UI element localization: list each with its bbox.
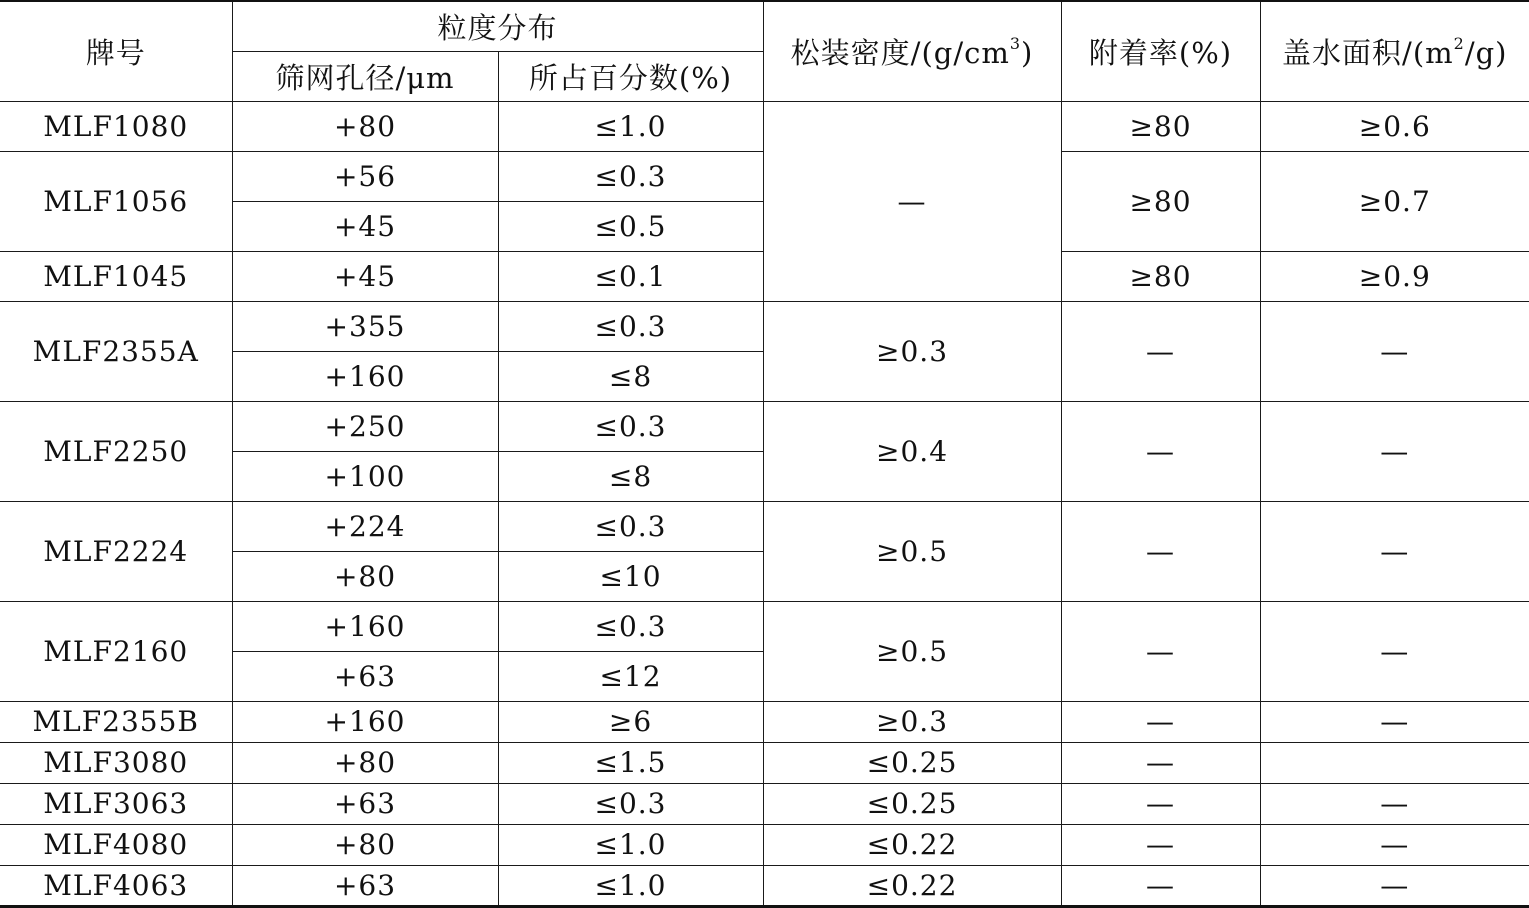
coverage-cell: — [1260, 865, 1529, 906]
coverage-cell: — [1260, 501, 1529, 601]
table-row [0, 401, 1529, 451]
coverage-cell [1260, 742, 1529, 783]
percent-cell: ≤8 [498, 351, 763, 401]
percent-cell: ≤12 [498, 651, 763, 701]
adhesion-cell: — [1061, 824, 1260, 865]
header-bulk-density [763, 1, 1061, 101]
sieve-cell: +160 [232, 351, 498, 401]
header-sieve-aperture: 筛网孔径/μm [232, 51, 498, 101]
coverage-cell: ≥0.7 [1260, 151, 1529, 251]
table-row [0, 601, 1529, 651]
grade-cell: MLF2160 [0, 601, 232, 701]
sieve-cell: +80 [232, 742, 498, 783]
header-adhesion-rate: 附着率(%) [1061, 1, 1260, 101]
grade-cell: MLF3080 [0, 742, 232, 783]
percent-cell: ≤0.5 [498, 201, 763, 251]
percent-cell: ≤10 [498, 551, 763, 601]
table-row [0, 742, 1529, 783]
percent-cell: ≤0.3 [498, 501, 763, 551]
grade-cell: MLF3063 [0, 783, 232, 824]
density-cell: ≥0.5 [763, 601, 1061, 701]
sieve-cell: +80 [232, 824, 498, 865]
sieve-cell: +160 [232, 601, 498, 651]
sieve-cell: +45 [232, 201, 498, 251]
coverage-cell: — [1260, 601, 1529, 701]
header-grade: 牌号 [0, 1, 232, 101]
density-cell: ≥0.3 [763, 701, 1061, 742]
density-cell: ≥0.5 [763, 501, 1061, 601]
grade-cell: MLF1056 [0, 151, 232, 251]
coverage-cell: ≥0.9 [1260, 251, 1529, 301]
adhesion-cell: — [1061, 401, 1260, 501]
adhesion-cell: — [1061, 301, 1260, 401]
coverage-cell: — [1260, 701, 1529, 742]
sieve-cell: +80 [232, 101, 498, 151]
sieve-cell: +63 [232, 783, 498, 824]
header-percentage: 所占百分数(%) [498, 51, 763, 101]
percent-cell: ≤1.0 [498, 865, 763, 906]
table-row [0, 101, 1529, 151]
header-row-1 [0, 1, 1529, 51]
percent-cell: ≤0.3 [498, 301, 763, 351]
percent-cell: ≤8 [498, 451, 763, 501]
sieve-cell: +355 [232, 301, 498, 351]
grade-cell: MLF4080 [0, 824, 232, 865]
adhesion-cell: — [1061, 865, 1260, 906]
header-density-suffix: ) [1021, 35, 1034, 70]
sieve-cell: +250 [232, 401, 498, 451]
density-cell: ≤0.22 [763, 824, 1061, 865]
percent-cell: ≤1.5 [498, 742, 763, 783]
adhesion-cell: — [1061, 701, 1260, 742]
grade-cell: MLF1080 [0, 101, 232, 151]
table-row [0, 783, 1529, 824]
sieve-cell: +160 [232, 701, 498, 742]
table-row [0, 501, 1529, 551]
sieve-cell: +63 [232, 865, 498, 906]
grade-cell: MLF2355A [0, 301, 232, 401]
adhesion-cell: ≥80 [1061, 151, 1260, 251]
grade-cell: MLF1045 [0, 251, 232, 301]
coverage-cell: — [1260, 401, 1529, 501]
density-cell: ≤0.25 [763, 783, 1061, 824]
coverage-cell: — [1260, 783, 1529, 824]
adhesion-cell: — [1061, 601, 1260, 701]
sieve-cell: +100 [232, 451, 498, 501]
percent-cell: ≥6 [498, 701, 763, 742]
sieve-cell: +224 [232, 501, 498, 551]
percent-cell: ≤1.0 [498, 101, 763, 151]
header-coverage-exponent: 2 [1453, 33, 1465, 53]
header-coverage-suffix: /g) [1464, 35, 1508, 70]
adhesion-cell: ≥80 [1061, 101, 1260, 151]
density-cell: — [763, 101, 1061, 301]
density-cell: ≤0.22 [763, 865, 1061, 906]
percent-cell: ≤0.3 [498, 401, 763, 451]
adhesion-cell: — [1061, 501, 1260, 601]
adhesion-cell: — [1061, 783, 1260, 824]
adhesion-cell: ≥80 [1061, 251, 1260, 301]
coverage-cell: ≥0.6 [1260, 101, 1529, 151]
header-size-distribution: 粒度分布 [232, 1, 763, 51]
percent-cell: ≤0.3 [498, 783, 763, 824]
grade-cell: MLF2250 [0, 401, 232, 501]
sieve-cell: +56 [232, 151, 498, 201]
table-row [0, 701, 1529, 742]
sieve-cell: +45 [232, 251, 498, 301]
table-row [0, 865, 1529, 906]
percent-cell: ≤0.3 [498, 601, 763, 651]
grade-cell: MLF2224 [0, 501, 232, 601]
header-water-coverage [1260, 1, 1529, 101]
coverage-cell: — [1260, 824, 1529, 865]
header-density-prefix: 松装密度/(g/cm [790, 35, 1010, 70]
grade-cell: MLF2355B [0, 701, 232, 742]
header-density-exponent: 3 [1009, 33, 1022, 53]
adhesion-cell: — [1061, 742, 1260, 783]
sieve-cell: +63 [232, 651, 498, 701]
table-row [0, 824, 1529, 865]
density-cell: ≥0.4 [763, 401, 1061, 501]
density-cell: ≤0.25 [763, 742, 1061, 783]
percent-cell: ≤1.0 [498, 824, 763, 865]
table-row [0, 301, 1529, 351]
density-cell: ≥0.3 [763, 301, 1061, 401]
coverage-cell: — [1260, 301, 1529, 401]
percent-cell: ≤0.3 [498, 151, 763, 201]
sieve-cell: +80 [232, 551, 498, 601]
percent-cell: ≤0.1 [498, 251, 763, 301]
header-coverage-prefix: 盖水面积/(m [1282, 35, 1454, 70]
grade-cell: MLF4063 [0, 865, 232, 906]
